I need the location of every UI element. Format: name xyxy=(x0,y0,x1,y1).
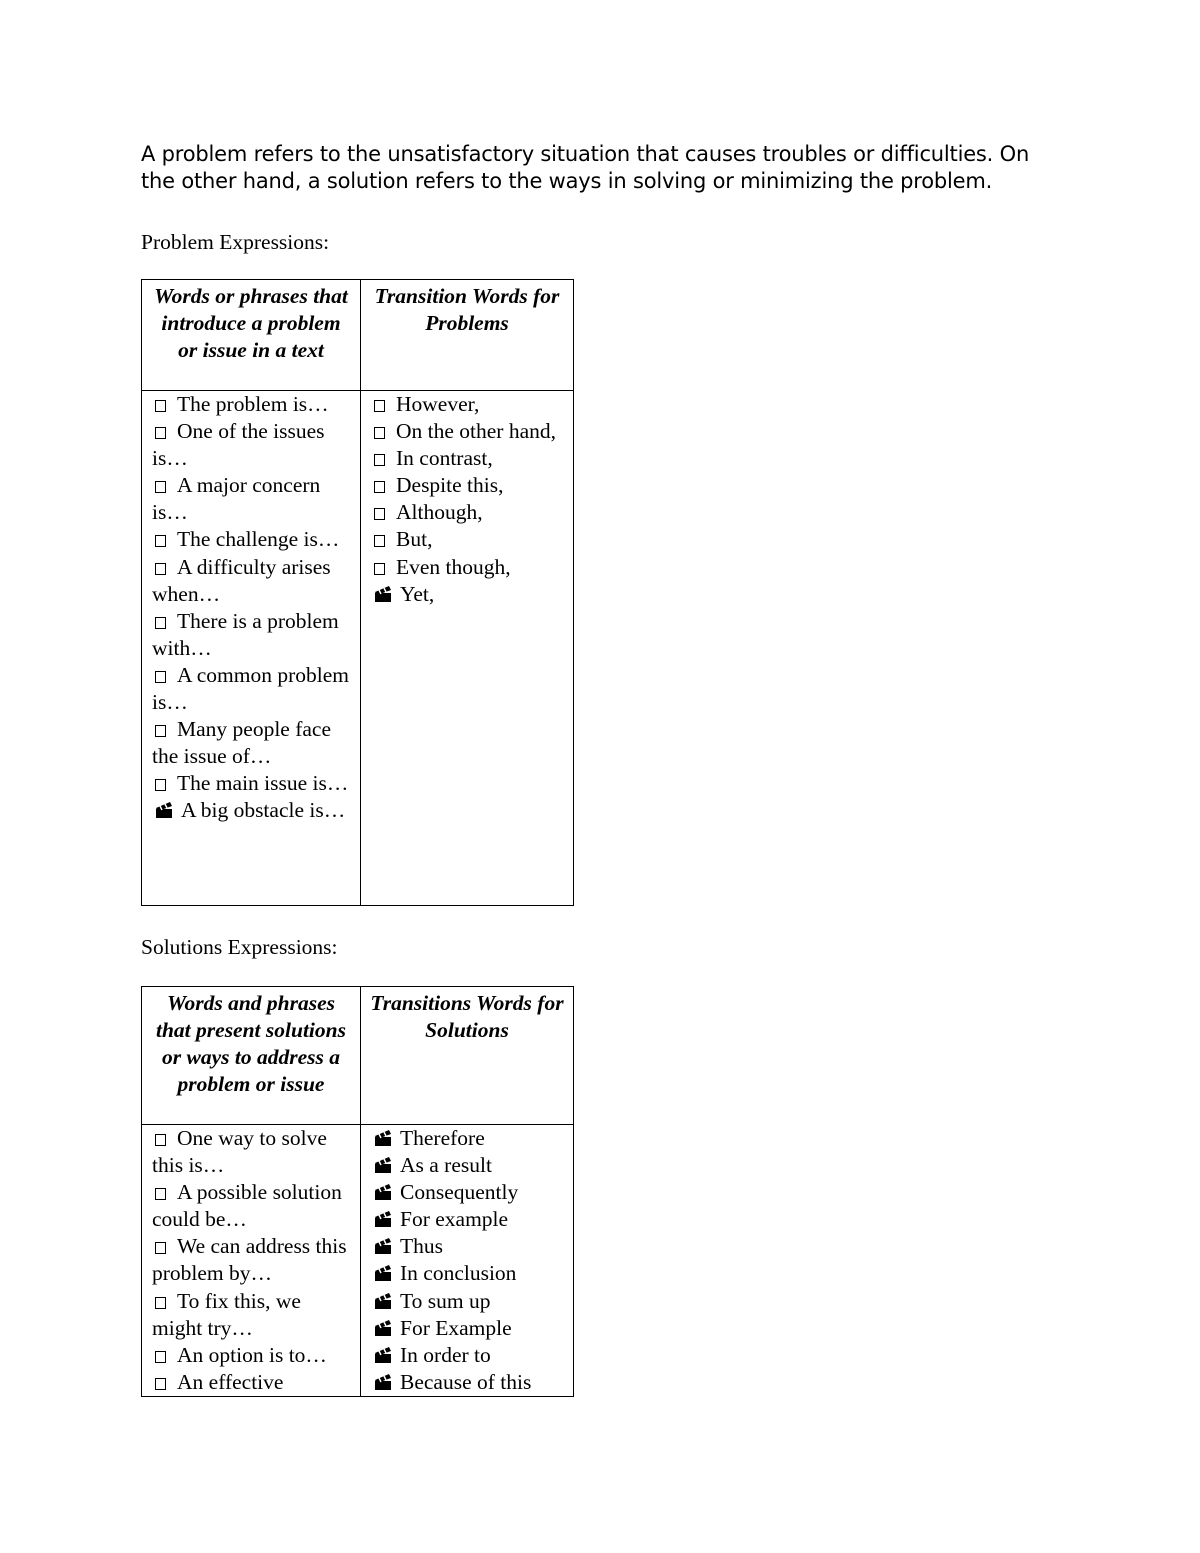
problem-phrases-list xyxy=(152,391,354,825)
list-item-text: A possible solution could be… xyxy=(152,1180,342,1232)
list-item xyxy=(371,1125,567,1152)
list-item xyxy=(152,391,354,418)
problem-expressions-table xyxy=(141,279,574,906)
list-item xyxy=(371,472,567,499)
list-item-text: We can address this problem by… xyxy=(152,1234,347,1286)
solution-table-header-row xyxy=(142,987,574,1125)
intro-paragraph: A problem refers to the unsatisfactory situation that causes troubles or difficulties. On the other hand, a solution refers to the ways in solving or minimizing the problem. xyxy=(141,142,1030,193)
list-item-text: A common problem is… xyxy=(152,662,349,715)
list-item-text: An effective xyxy=(177,1369,284,1394)
list-item-text: A difficulty arises when… xyxy=(152,554,331,606)
list-item xyxy=(371,418,567,445)
empty-box-icon xyxy=(374,508,385,520)
list-item xyxy=(152,662,354,716)
problem-table-header-col2: Transition Words for Problems xyxy=(361,280,574,391)
list-item xyxy=(152,472,354,526)
list-item-text: Consequently xyxy=(400,1180,519,1205)
list-item-text: Because of this xyxy=(400,1369,532,1394)
empty-box-icon xyxy=(374,481,385,493)
empty-box-icon xyxy=(374,400,385,412)
empty-box-icon xyxy=(155,779,166,791)
list-item-text: The main issue is… xyxy=(177,771,349,796)
list-item-text: But, xyxy=(396,527,433,552)
empty-box-icon xyxy=(374,427,385,439)
list-item-text: Although, xyxy=(396,500,483,525)
list-item xyxy=(152,1288,354,1342)
empty-box-icon xyxy=(155,535,166,547)
list-item xyxy=(152,716,354,770)
empty-box-icon xyxy=(155,481,166,493)
list-item xyxy=(152,554,354,608)
list-item-text: An option is to… xyxy=(177,1342,327,1367)
problem-table-header-row xyxy=(142,280,574,391)
clapperboard-icon xyxy=(374,1237,396,1255)
clapperboard-icon xyxy=(374,1319,396,1337)
list-item-text: A big obstacle is… xyxy=(181,798,346,823)
list-item xyxy=(371,391,567,418)
list-item-text: A major concern is… xyxy=(152,473,321,525)
solution-transitions-cell xyxy=(361,1125,574,1397)
list-item xyxy=(371,1315,567,1342)
empty-box-icon xyxy=(155,725,166,737)
clapperboard-icon xyxy=(374,1210,396,1228)
list-item xyxy=(371,526,567,553)
list-item-text: There is a problem with… xyxy=(152,608,339,660)
list-item-text: Thus xyxy=(400,1234,443,1259)
solution-transitions-list xyxy=(371,1125,567,1396)
list-item xyxy=(152,770,354,797)
empty-box-icon xyxy=(155,671,166,683)
clapperboard-icon xyxy=(374,585,396,603)
list-item xyxy=(371,445,567,472)
solutions-expressions-label: Solutions Expressions: xyxy=(141,935,338,959)
list-item-text: The challenge is… xyxy=(177,527,340,552)
clapperboard-icon xyxy=(155,801,177,819)
empty-box-icon xyxy=(374,535,385,547)
list-item-text: For example xyxy=(400,1207,509,1232)
problem-transitions-cell xyxy=(361,391,574,906)
list-item-text: Yet, xyxy=(400,581,435,606)
empty-box-icon xyxy=(155,1351,166,1363)
list-item xyxy=(371,1152,567,1179)
empty-box-icon xyxy=(155,563,166,575)
list-item xyxy=(371,1179,567,1206)
clapperboard-icon xyxy=(374,1183,396,1201)
problem-table-header-col1: Words or phrases that introduce a problem or issue in a text xyxy=(142,280,361,391)
solution-table-body-row xyxy=(142,1125,574,1397)
empty-box-icon xyxy=(155,1134,166,1146)
problem-phrases-cell xyxy=(142,391,361,906)
list-item-text: On the other hand, xyxy=(396,419,557,444)
list-item xyxy=(371,1206,567,1233)
list-item xyxy=(152,1125,354,1179)
solution-table-header-col2: Transitions Words for Solutions xyxy=(361,987,574,1125)
empty-box-icon xyxy=(155,1242,166,1254)
solution-phrases-cell xyxy=(142,1125,361,1397)
list-item-text: As a result xyxy=(400,1153,492,1178)
empty-box-icon xyxy=(155,427,166,439)
list-item-text: To fix this, we might try… xyxy=(152,1288,301,1340)
list-item-text: Therefore xyxy=(400,1126,485,1150)
list-item xyxy=(152,797,354,824)
list-item-text: In order to xyxy=(400,1342,491,1367)
clapperboard-icon xyxy=(374,1129,396,1147)
problem-transitions-list xyxy=(371,391,567,608)
problem-table-body-row xyxy=(142,391,574,906)
list-item-text: One way to solve this is… xyxy=(152,1126,327,1178)
list-item-text: Even though, xyxy=(396,554,511,579)
empty-box-icon xyxy=(155,400,166,412)
solution-table-header-col1: Words and phrases that present solutions or ways to address a problem or issue xyxy=(142,987,361,1125)
clapperboard-icon xyxy=(374,1156,396,1174)
list-item xyxy=(371,499,567,526)
list-item xyxy=(152,608,354,662)
list-item xyxy=(371,1260,567,1287)
list-item-text: To sum up xyxy=(400,1288,491,1313)
list-item-text: For Example xyxy=(400,1315,512,1340)
clapperboard-icon xyxy=(374,1292,396,1310)
list-item xyxy=(371,554,567,581)
list-item-text: In conclusion xyxy=(400,1261,517,1286)
list-item xyxy=(152,1369,354,1396)
clapperboard-icon xyxy=(374,1373,396,1391)
list-item xyxy=(152,526,354,553)
list-item xyxy=(152,418,354,472)
clapperboard-icon xyxy=(374,1346,396,1364)
list-item-text: The problem is… xyxy=(177,392,329,416)
list-item xyxy=(152,1342,354,1369)
problem-expressions-label: Problem Expressions: xyxy=(141,230,330,254)
list-item xyxy=(371,1233,567,1260)
list-item xyxy=(371,1342,567,1369)
list-item xyxy=(371,1369,567,1396)
empty-box-icon xyxy=(155,617,166,629)
list-item-text: In contrast, xyxy=(396,446,493,471)
list-item xyxy=(371,1288,567,1315)
list-item-text: However, xyxy=(396,392,480,416)
empty-box-icon xyxy=(155,1378,166,1390)
clapperboard-icon xyxy=(374,1264,396,1282)
empty-box-icon xyxy=(374,454,385,466)
solutions-expressions-table xyxy=(141,986,574,1397)
solution-phrases-list xyxy=(152,1125,354,1396)
empty-box-icon xyxy=(155,1188,166,1200)
empty-box-icon xyxy=(155,1297,166,1309)
list-item xyxy=(152,1179,354,1233)
list-item-text: Despite this, xyxy=(396,473,504,498)
list-item-text: Many people face the issue of… xyxy=(152,717,332,769)
list-item-text: One of the issues is… xyxy=(152,419,325,471)
list-item xyxy=(371,581,567,608)
list-item xyxy=(152,1233,354,1287)
empty-box-icon xyxy=(374,563,385,575)
